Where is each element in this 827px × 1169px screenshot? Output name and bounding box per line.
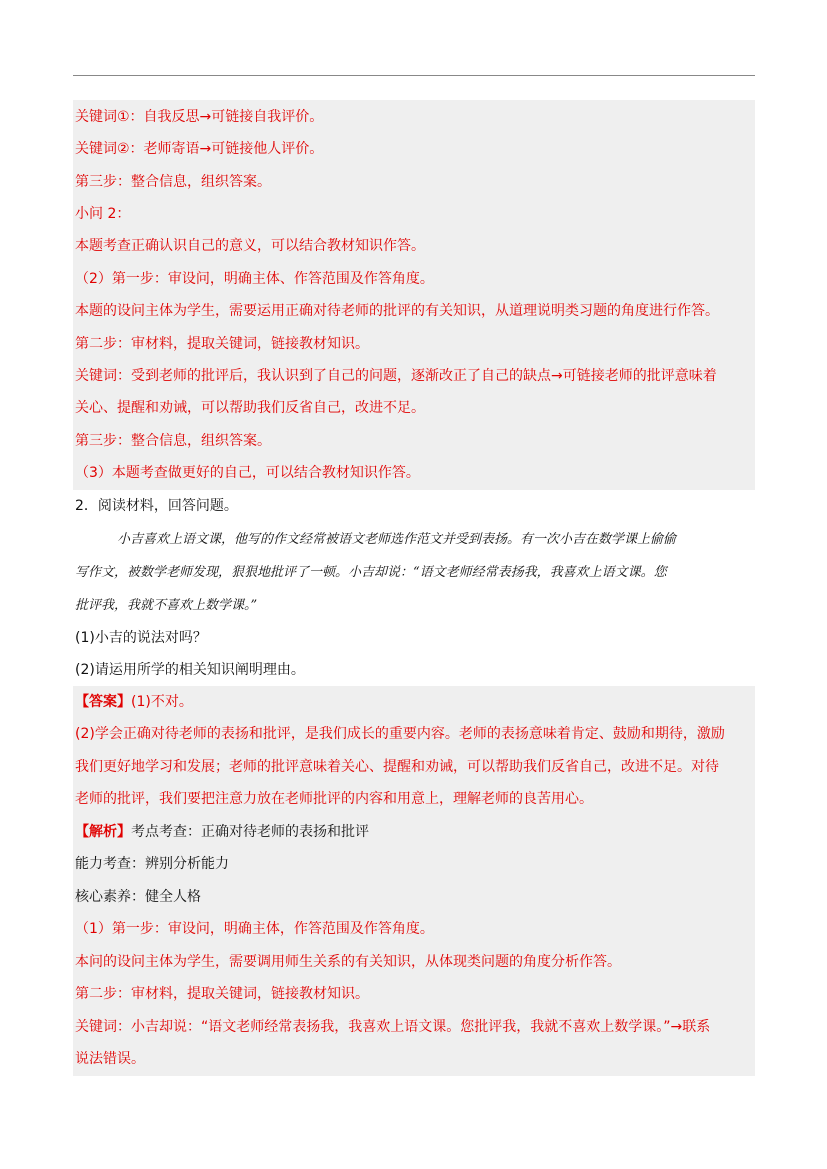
analysis-keyword-line-2: 说法错误。 <box>75 1051 145 1067</box>
part-2-keyword-line-1: 关键词：受到老师的批评后，我认识到了自己的问题，逐渐改正了自己的缺点→可链接老师的批评意味着 <box>75 368 717 384</box>
step-3-text: 第三步：整合信息，组织答案。 <box>75 174 271 190</box>
keyword-1: 关键词①：自我反思→可链接自我评价。 <box>75 109 324 125</box>
analysis-keyword-line-1: 关键词：小吉却说：“语文老师经常表扬我，我喜欢上语文课。您批评我，我就不喜欢上数学课。”→联系 <box>75 1019 711 1035</box>
sub-question-2: (2)请运用所学的相关知识阐明理由。 <box>75 662 305 678</box>
material-line-1: 小吉喜欢上语文课，他写的作文经常被语文老师选作范文并受到表扬。有一次小吉在数学课上偷偷 <box>117 532 677 547</box>
sub-question-1: (1)小吉的说法对吗？ <box>75 630 207 646</box>
answer-line-1 <box>75 692 193 712</box>
answer-label: 【答案】 <box>75 694 131 710</box>
sub-question-2-description: 本题考查正确认识自己的意义，可以结合教材知识作答。 <box>75 238 425 254</box>
analysis-label: 【解析】 <box>75 824 131 840</box>
sub-question-2-heading: 小问 2： <box>75 206 131 222</box>
part-2-step-2: 第二步：审材料，提取关键词，链接教材知识。 <box>75 336 369 352</box>
analysis-literacy: 核心素养：健全人格 <box>75 889 201 905</box>
answer-part-2-line-2: 我们更好地学习和发展；老师的批评意味着关心、提醒和劝诫，可以帮助我们反省自己，改进不足。对待 <box>75 759 719 775</box>
part-2-keyword-line-2: 关心、提醒和劝诫，可以帮助我们反省自己，改进不足。 <box>75 400 425 416</box>
part-3-text: （3）本题考查做更好的自己，可以结合教材知识作答。 <box>75 465 420 481</box>
header-rule <box>73 75 755 76</box>
part-2-step-3: 第三步：整合信息，组织答案。 <box>75 433 271 449</box>
analysis-line <box>75 822 369 842</box>
keyword-2: 关键词②：老师寄语→可链接他人评价。 <box>75 141 324 157</box>
analysis-step-2: 第二步：审材料，提取关键词，链接教材知识。 <box>75 986 369 1002</box>
answer-part-2-line-1: (2)学会正确对待老师的表扬和批评，是我们成长的重要内容。老师的表扬意味着肯定、鼓励和期待，激励 <box>75 726 725 742</box>
material-line-3: 批评我，我就不喜欢上数学课。” <box>75 598 258 613</box>
question-2-title: 2．阅读材料，回答问题。 <box>75 498 238 514</box>
analysis-subject: 本问的设问主体为学生，需要调用师生关系的有关知识，从体现类问题的角度分析作答。 <box>75 954 621 970</box>
part-2-subject: 本题的设问主体为学生，需要运用正确对待老师的批评的有关知识，从道理说明类习题的角度进行作答。 <box>75 303 719 319</box>
part-2-step-1: （2）第一步：审设问，明确主体、作答范围及作答角度。 <box>75 271 434 287</box>
answer-part-1: (1)不对。 <box>131 694 193 710</box>
answer-part-2-line-3: 老师的批评，我们要把注意力放在老师批评的内容和用意上，理解老师的良苦用心。 <box>75 791 593 807</box>
material-line-2: 写作文，被数学老师发现，狠狠地批评了一顿。小吉却说：“语文老师经常表扬我，我喜欢上语文课。您 <box>75 565 667 580</box>
analysis-step-1: （1）第一步：审设问，明确主体，作答范围及作答角度。 <box>75 921 434 937</box>
analysis-ability: 能力考查：辨别分析能力 <box>75 856 229 872</box>
analysis-point: 考点考查：正确对待老师的表扬和批评 <box>131 824 369 840</box>
